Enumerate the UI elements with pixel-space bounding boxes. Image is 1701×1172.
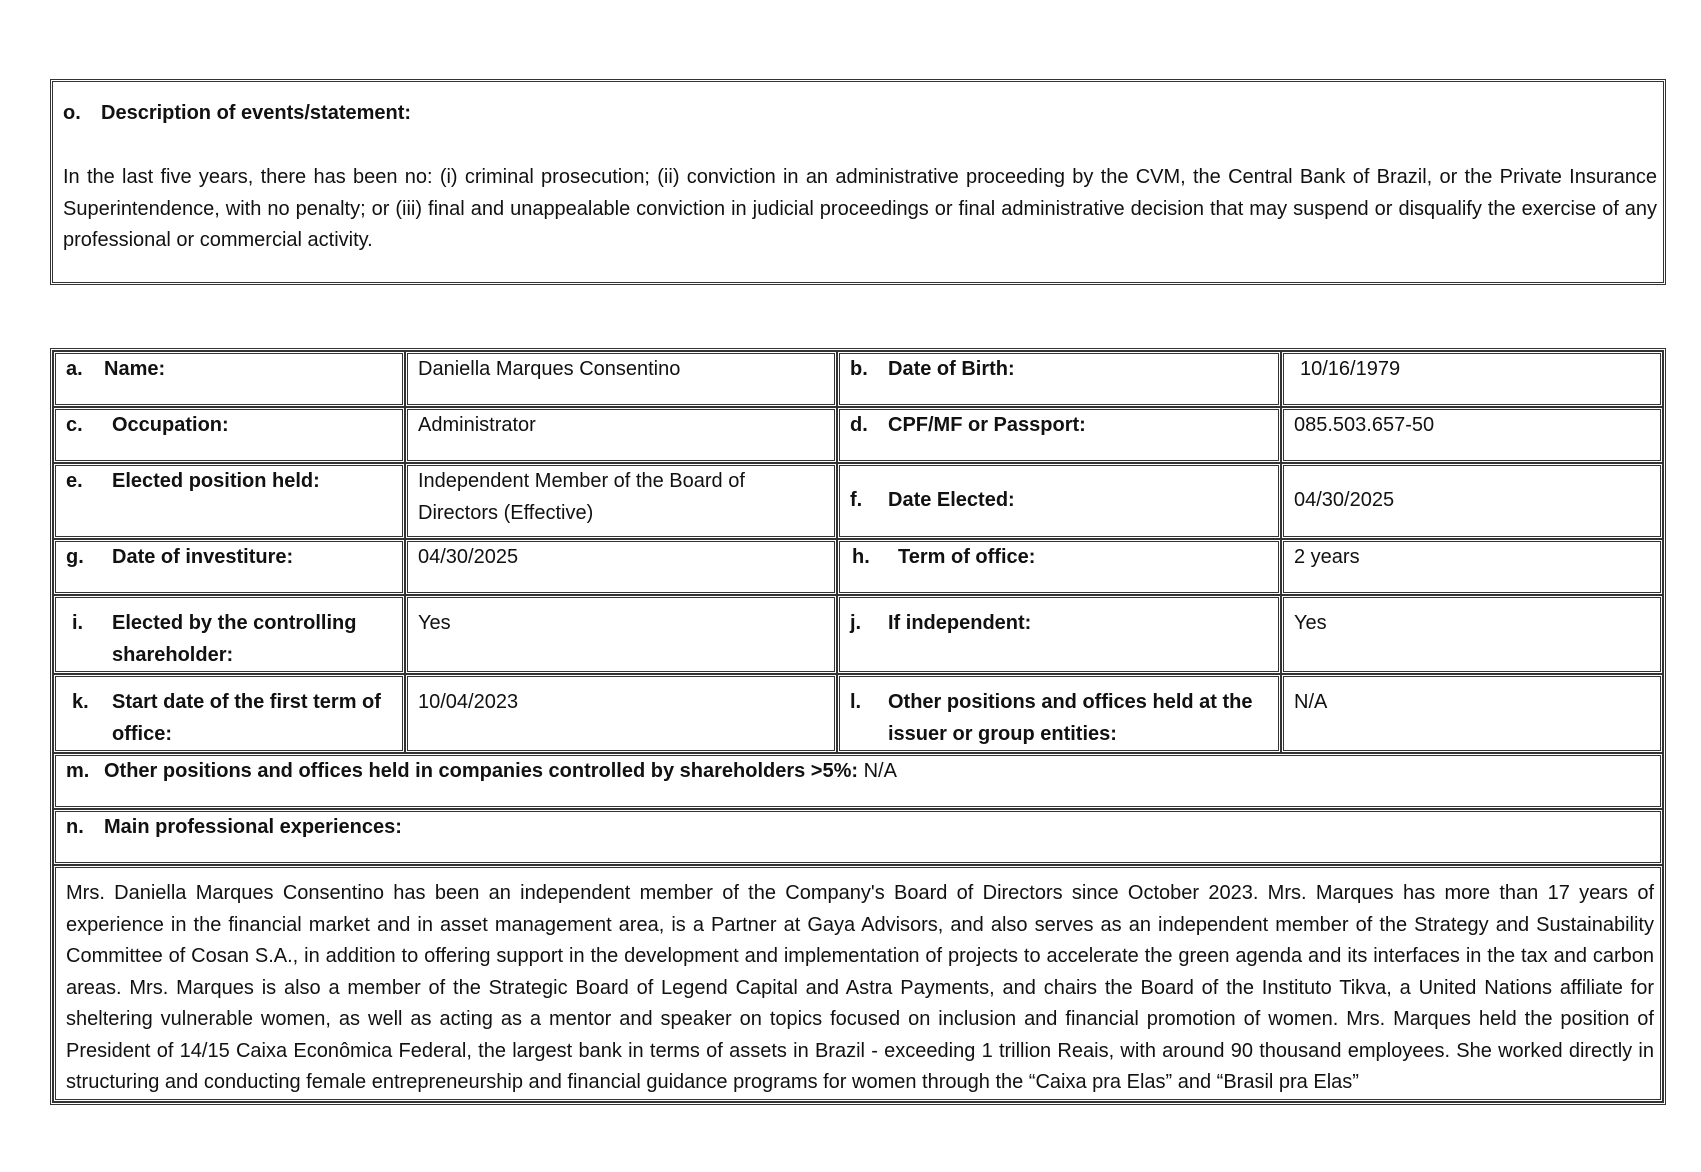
investiture-label-cell (53, 539, 405, 595)
other-positions-value-cell (1281, 674, 1663, 753)
independent-value: Yes (1294, 612, 1327, 634)
birth-value-cell (1281, 351, 1663, 407)
director-info-table (50, 348, 1666, 1105)
table-row (53, 809, 1663, 865)
professional-experience-text: Mrs. Daniella Marques Consentino has been an independent member of the Company's Board of Directors since October 2023. Mrs. Marques has more than 17 years of experience in the financial market and in asset management area, is a Partner at Gaya Advisors, and also serves as an independent member of the Strategy and Sustainability Committee of Cosan S.A., in addition to offering support in the development and implementation of projects to accelerate the green agenda and its interfaces in the tax and carbon areas. Mrs. Marques is also a member of the Strategic Board of Legend Capital and Astra Payments, and chairs the Board of the Instituto Tikva, a United Nations affiliate for sheltering vulnerable women, as well as acting as a mentor and speaker on topics focused on inclusion and financial promotion of women. Mrs. Marques held the position of President of 14/15 Caixa Econômica Federal, the largest bank in terms of assets in Brazil - exceeding 1 trillion Reais, with around 90 thousand employees. She worked directly in structuring and conducting female entrepreneurship and financial guidance programs for women through the “Caixa pra Elas” and “Brasil pra Elas” (53, 865, 1663, 1102)
item-letter: k. (72, 691, 89, 713)
item-letter: f. (850, 489, 863, 512)
independent-value-cell (1281, 595, 1663, 674)
item-letter: i. (72, 612, 84, 634)
events-statement-box (50, 79, 1666, 285)
field-label: Date of investiture: (112, 546, 294, 568)
first-term-label-cell (53, 674, 405, 753)
item-letter: e. (66, 470, 83, 492)
name-value: Daniella Marques Consentino (418, 358, 681, 380)
first-term-value: 10/04/2023 (418, 691, 519, 713)
term-label-cell (837, 539, 1281, 595)
table-row (53, 463, 1663, 539)
field-label: If independent: (888, 612, 1032, 634)
item-letter: m. (66, 760, 90, 782)
heading-text: Description of events/statement: (101, 102, 412, 124)
field-label: Other positions and offices held at the issuer or group entities: (888, 691, 1253, 745)
date-elected-label-cell (837, 463, 1281, 539)
table-row (53, 865, 1663, 1102)
item-letter: o. (63, 102, 81, 124)
table-row (53, 407, 1663, 463)
field-label: Name: (104, 358, 166, 380)
name-label-cell (53, 351, 405, 407)
independent-label-cell (837, 595, 1281, 674)
occupation-label-cell (53, 407, 405, 463)
first-term-value-cell (405, 674, 837, 753)
table-row (53, 539, 1663, 595)
field-label: Term of office: (898, 546, 1036, 568)
field-label: Elected position held: (112, 470, 320, 492)
term-value-cell (1281, 539, 1663, 595)
item-letter: b. (850, 358, 868, 380)
item-letter: d. (850, 414, 868, 436)
occupation-value: Administrator (418, 414, 536, 436)
position-label-cell (53, 463, 405, 539)
investiture-value: 04/30/2025 (418, 546, 519, 568)
item-letter: l. (850, 691, 862, 713)
events-statement-text: In the last five years, there has been no: (i) criminal prosecution; (ii) conviction in an administrative proceeding by the CVM, the Central Bank of Brazil, or the Private Insurance Superintendence, with no penalty; or (iii) final and unappealable conviction in judicial proceedings or final administrative decision that may suspend or disqualify the exercise of any professional or commercial activity. (63, 166, 1657, 251)
item-letter: c. (66, 414, 83, 436)
birth-label-cell (837, 351, 1281, 407)
field-label: Date Elected: (888, 489, 1015, 512)
position-value: Independent Member of the Board of Directors (Effective) (418, 470, 745, 524)
field-label: Date of Birth: (888, 358, 1015, 380)
events-statement-heading (63, 100, 1657, 126)
investiture-value-cell (405, 539, 837, 595)
controlling-value-cell (405, 595, 837, 674)
item-letter: n. (66, 816, 84, 838)
date-elected-value-cell (1281, 463, 1663, 539)
controlling-value: Yes (418, 612, 451, 634)
table-row (53, 595, 1663, 674)
experience-heading-cell (53, 809, 1663, 865)
shareholder-positions-value: N/A (863, 760, 897, 782)
field-label: Start date of the first term of office: (112, 691, 381, 745)
field-label: Main professional experiences: (104, 816, 402, 838)
controlling-label-cell (53, 595, 405, 674)
item-letter: j. (850, 612, 862, 634)
cpf-value: 085.503.657-50 (1294, 414, 1435, 436)
field-label: Occupation: (112, 414, 229, 436)
item-letter: a. (66, 358, 83, 380)
position-value-cell (405, 463, 837, 539)
table-row (53, 674, 1663, 753)
table-row (53, 753, 1663, 809)
item-letter: g. (66, 546, 84, 568)
cpf-label-cell (837, 407, 1281, 463)
item-letter: h. (852, 546, 870, 568)
other-positions-value: N/A (1294, 691, 1328, 713)
field-label: CPF/MF or Passport: (888, 414, 1086, 436)
occupation-value-cell (405, 407, 837, 463)
name-value-cell (405, 351, 837, 407)
date-elected-value: 04/30/2025 (1294, 489, 1395, 512)
term-value: 2 years (1294, 546, 1360, 568)
table-row (53, 351, 1663, 407)
birth-date-value: 10/16/1979 (1300, 358, 1401, 380)
other-positions-label-cell (837, 674, 1281, 753)
cpf-value-cell (1281, 407, 1663, 463)
shareholder-positions-cell (53, 753, 1663, 809)
field-label: Other positions and offices held in companies controlled by shareholders >5%: (104, 760, 859, 782)
field-label: Elected by the controlling shareholder: (112, 612, 357, 666)
